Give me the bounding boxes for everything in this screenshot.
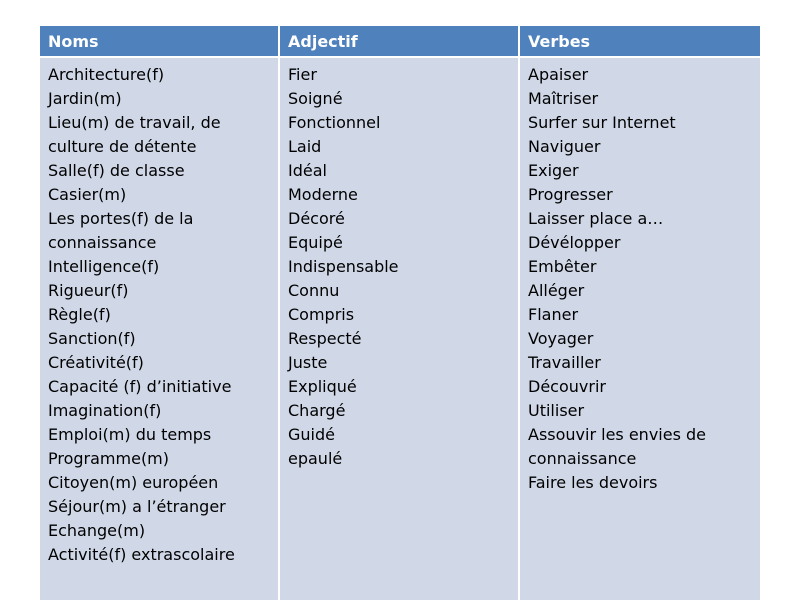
word-item: Assouvir les envies de connaissance [528, 425, 706, 468]
word-item: Activité(f) extrascolaire [48, 545, 235, 564]
word-item: Citoyen(m) européen [48, 473, 219, 492]
column-verbes [520, 58, 760, 600]
word-item: Fier [288, 65, 317, 84]
word-item: Salle(f) de classe [48, 161, 185, 180]
column-adjectif [280, 58, 520, 600]
word-item: Utiliser [528, 401, 585, 420]
word-item: Rigueur(f) [48, 281, 129, 300]
word-item: Programme(m) [48, 449, 170, 468]
word-item: Architecture(f) [48, 65, 165, 84]
word-item: Connu [288, 281, 340, 300]
word-item: Indispensable [288, 257, 399, 276]
word-item: Intelligence(f) [48, 257, 160, 276]
word-item: Surfer sur Internet [528, 113, 676, 132]
word-item: Moderne [288, 185, 358, 204]
word-item: Emploi(m) du temps [48, 425, 212, 444]
word-item: Naviguer [528, 137, 601, 156]
vocabulary-table [40, 26, 760, 600]
word-item: epaulé [288, 449, 343, 468]
word-item: Imagination(f) [48, 401, 162, 420]
word-item: Casier(m) [48, 185, 127, 204]
word-item: Echange(m) [48, 521, 146, 540]
word-item: Guidé [288, 425, 335, 444]
word-item: Respecté [288, 329, 362, 348]
word-item: Laisser place a… [528, 209, 664, 228]
word-item: Progresser [528, 185, 613, 204]
word-item: Lieu(m) de travail, de culture de détente [48, 113, 221, 156]
word-item: Dévélopper [528, 233, 621, 252]
word-item: Equipé [288, 233, 343, 252]
word-item: Expliqué [288, 377, 357, 396]
word-item: Faire les devoirs [528, 473, 658, 492]
word-item: Exiger [528, 161, 579, 180]
header-verbes: Verbes [520, 26, 760, 58]
word-item: Séjour(m) a l’étranger [48, 497, 226, 516]
word-item: Fonctionnel [288, 113, 381, 132]
word-item: Voyager [528, 329, 594, 348]
verbes-list [528, 63, 752, 495]
word-item: Les portes(f) de la connaissance [48, 209, 194, 252]
adjectif-list [288, 63, 510, 471]
word-item: Soigné [288, 89, 343, 108]
word-item: Alléger [528, 281, 585, 300]
word-item: Chargé [288, 401, 346, 420]
word-item: Embêter [528, 257, 597, 276]
word-item: Jardin(m) [48, 89, 122, 108]
word-item: Laid [288, 137, 322, 156]
word-item: Travailler [528, 353, 601, 372]
word-item: Juste [288, 353, 328, 372]
word-item: Décoré [288, 209, 345, 228]
word-item: Compris [288, 305, 355, 324]
word-item: Idéal [288, 161, 327, 180]
noms-list [48, 63, 270, 567]
header-noms: Noms [40, 26, 280, 58]
word-item: Apaiser [528, 65, 589, 84]
column-noms [40, 58, 280, 600]
word-item: Flaner [528, 305, 579, 324]
word-item: Découvrir [528, 377, 606, 396]
word-item: Sanction(f) [48, 329, 136, 348]
header-adjectif: Adjectif [280, 26, 520, 58]
word-item: Règle(f) [48, 305, 111, 324]
word-item: Créativité(f) [48, 353, 144, 372]
word-item: Capacité (f) d’initiative [48, 377, 232, 396]
word-item: Maîtriser [528, 89, 599, 108]
